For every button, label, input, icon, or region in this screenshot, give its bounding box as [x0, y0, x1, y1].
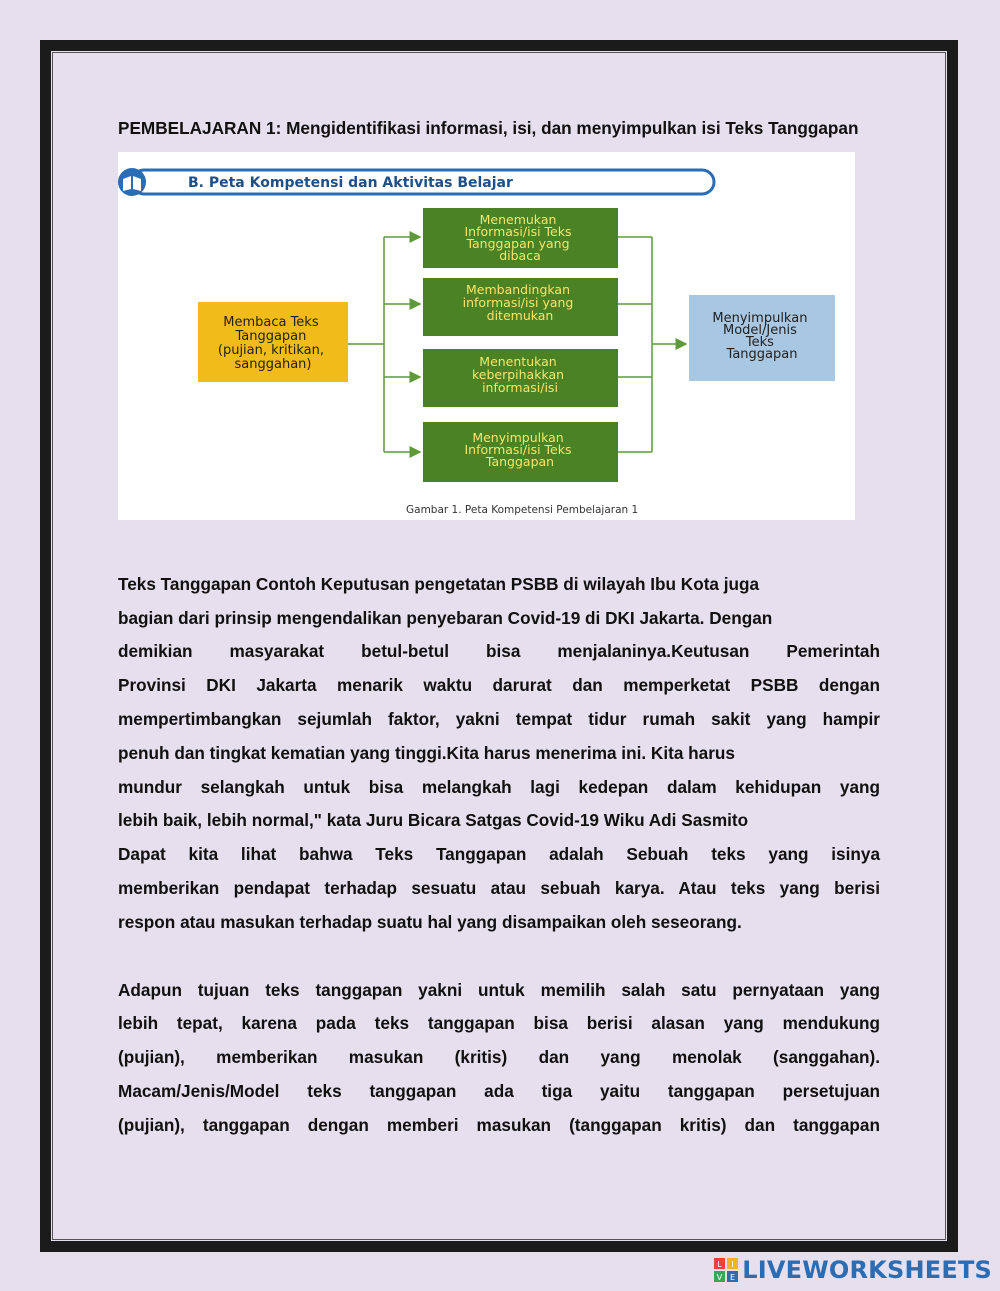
source-line: sanggahan) [234, 356, 312, 372]
paragraph-line: respon atau masukan terhadap suatu hal yang disampaikan oleh seseorang. [118, 911, 742, 932]
paragraph-line: Adapun tujuan teks tanggapan yakni untuk memilih salah satu pernyataan yang [118, 979, 880, 1000]
figure-caption: Gambar 1. Peta Kompetensi Pembelajaran 1 [406, 503, 639, 516]
worksheet-content [118, 112, 880, 1143]
competency-map-figure [118, 152, 855, 520]
paragraph-line: bagian dari prinsip mengendalikan penyebaran Covid-19 di DKI Jakarta. Dengan [118, 607, 773, 628]
banner-title: B. Peta Kompetensi dan Aktivitas Belajar [188, 174, 513, 191]
banner [118, 168, 714, 196]
source-box [198, 302, 348, 382]
paragraph-line: mempertimbangkan sejumlah faktor, yakni tempat tidur rumah sakit yang hampir [118, 708, 880, 729]
paragraph-line: Macam/Jenis/Model teks tanggapan ada tiga yaitu tanggapan persetujuan [118, 1080, 880, 1101]
middle-box-determine [423, 349, 618, 407]
paragraph-line: Provinsi DKI Jakarta menarik waktu darurat dan memperketat PSBB dengan [118, 675, 880, 696]
source-line: Membaca Teks [223, 314, 319, 330]
paragraph-line: (pujian), memberikan masukan (kritis) dan yang menolak (sanggahan). [118, 1047, 880, 1068]
middle-box-compare [423, 278, 618, 336]
source-line: (pujian, kritikan, [217, 342, 324, 358]
svg-text:E: E [730, 1273, 736, 1282]
paragraph-line: Dapat kita lihat bahwa Teks Tanggapan adalah Sebuah teks yang isinya [118, 844, 880, 865]
middle-box-conclude [423, 422, 618, 482]
svg-text:I: I [731, 1260, 734, 1269]
middle-box-find [423, 208, 618, 268]
svg-text:Menemukan Informasi/: Menemukan Informasi/isi Teks Tanggapan yang dibaca [464, 211, 572, 263]
paragraph-line: penuh dan tingkat kematian yang tinggi.Kita harus menerima ini. Kita harus [118, 742, 735, 763]
paragraph-line: demikian masyarakat betul-betul bisa menjalaninya.Keutusan Pemerintah [118, 641, 880, 662]
svg-text:L: L [717, 1260, 722, 1269]
paragraph-1 [118, 568, 880, 940]
liveworksheets-watermark [714, 1255, 992, 1285]
paragraph-2 [118, 974, 880, 1143]
paragraph-line: (pujian), tanggapan dengan memberi masukan (tanggapan kritis) dan tanggapan [118, 1114, 880, 1135]
paragraph-line: Teks Tanggapan Contoh Keputusan pengetatan PSBB di wilayah Ibu Kota juga [118, 573, 760, 594]
paragraph-line: lebih tepat, karena pada teks tanggapan bisa berisi alasan yang mendukung [118, 1013, 880, 1034]
paragraph-line: mundur selangkah untuk bisa melangkah lagi kedepan dalam kehidupan yang [118, 776, 880, 797]
svg-text:V: V [716, 1273, 723, 1282]
target-box [689, 295, 835, 381]
svg-text:Menentukan keberpiha: Menentukan keberpihakkan informasi/isi [471, 353, 565, 395]
liveworksheets-wordmark: LIVEWORKSHEETS [742, 1256, 992, 1284]
svg-text:Menyimpulkan Model/J: Menyimpulkan Model/Jenis Teks Tanggapan [712, 310, 808, 362]
book-icon [118, 168, 146, 196]
connectors [348, 237, 686, 452]
paragraph-line: lebih baik, lebih normal," kata Juru Bicara Satgas Covid-19 Wiku Adi Sasmito [118, 810, 749, 831]
svg-text:Membandingkan inform: Membandingkan informasi/isi yang ditemukan [462, 281, 574, 323]
lesson-heading: PEMBELAJARAN 1: Mengidentifikasi informasi, isi, dan menyimpulkan isi Teks Tanggapan [118, 118, 859, 138]
liveworksheets-logo-icon [714, 1258, 738, 1282]
svg-text:Menyimpulkan Informa: Menyimpulkan Informasi/isi Teks Tanggapan [464, 429, 572, 469]
paragraph-line: memberikan pendapat terhadap sesuatu atau sebuah karya. Atau teks yang berisi [118, 877, 880, 898]
source-line: Tanggapan [235, 328, 307, 344]
